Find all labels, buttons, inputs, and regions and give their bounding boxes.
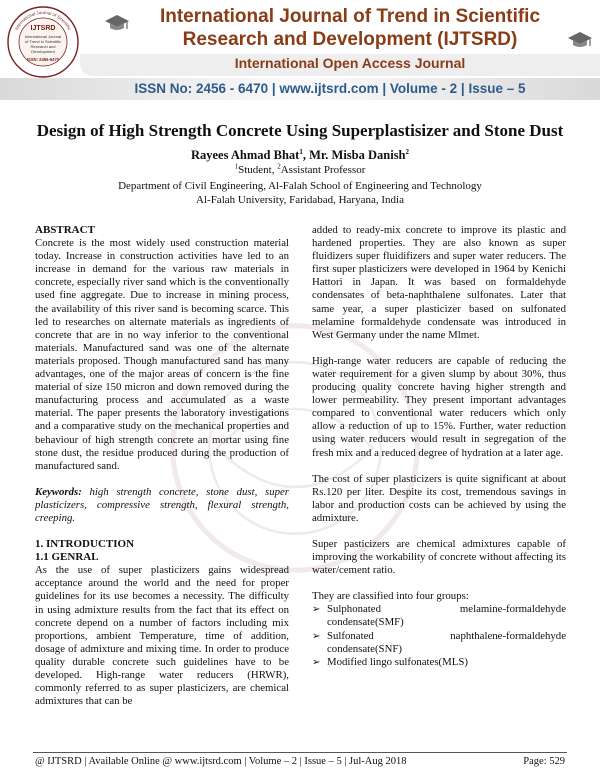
abstract-heading: ABSTRACT (35, 224, 95, 236)
graduation-cap-icon (104, 13, 130, 33)
journal-title-line1: International Journal of Trend in Scientific (159, 6, 541, 27)
body-paragraph: High-range water reducers are capable of reducing the water requirement for a given slump by about 30%, thus producing quality concrete having higher strength and lower permeability. They present important advantages compared to conventional water reducers which only allow a reduction of up to 15%. Further, water reduction using water reducers would result in segregation of the fresh mix and a reduced degree of hydration at a later age. (312, 354, 566, 459)
introduction-paragraph: As the use of super plasticizers gains widespread acceptance around the world and the need for proper guidelines for its use becomes a necessity. The difficulty in using admixture results from the fact that its effect on concrete depend on a number of factors including mix proportions, ambient Temperature, time of addition, dosage of admixture and mixing time. In order to produce quality durable concrete such guidelines have to be developed. High-range water reducers (HRWR), commonly referred to as super plasticizers, are chemical admixtures that can be (35, 564, 289, 708)
body-paragraph: Super pasticizers are chemical admixtures capable of improving the workability of concrete without affecting its water/cement ratio. (312, 537, 566, 577)
right-column (312, 224, 566, 669)
classification-list (312, 603, 566, 668)
list-item (312, 603, 566, 629)
list-item-text: Sulfonated (327, 629, 374, 642)
role-superscript: 1 (234, 162, 239, 171)
body-paragraph: added to ready-mix concrete to improve its plastic and hardened properties. They are also known as super fluidizers super fluidifizers and super water reducers. The first super plasticizers were developed in 1964 by Kenichi Hattori in Japan. It was based on formaldehyde condensates of beta-naphthalene sulfonates. Later that same year, a super plasticizer based on sulfonated melamine formaldehyde condensate was introduced in West Germany under the name Mlmet. (312, 224, 566, 341)
section-heading-introduction: 1. INTRODUCTION (35, 538, 135, 551)
paper-title: Design of High Strength Concrete Using Superplastisizer and Stone Dust (36, 121, 564, 140)
author-name: Rayees Ahmad Bhat (190, 148, 300, 162)
list-item-text: melamine-formaldehyde (459, 603, 566, 616)
list-item-text: Sulphonated (327, 603, 381, 616)
keywords-label: Keywords: (35, 485, 82, 498)
journal-title-line2: Research and Development (IJTSRD) (182, 29, 518, 50)
list-item-text: condensate(SNF) (327, 642, 402, 655)
footer-citation: @ IJTSRD | Available Online @ www.ijtsrd.com | Volume – 2 | Issue – 5 | Jul-Aug 2018 (35, 756, 407, 767)
keywords-paragraph (35, 486, 289, 525)
role-superscript: 2 (277, 162, 281, 171)
logo-arc-text: International Journal of Scientific (13, 9, 73, 31)
author-roles (0, 164, 600, 176)
logo-line: International Journal (24, 34, 62, 39)
subsection-heading-general: 1.1 GENRAL (35, 551, 99, 564)
logo-line: Development (31, 49, 55, 54)
affiliation-university: Al-Falah University, Faridabad, Haryana, India (196, 194, 404, 206)
list-item-text: condensate(SMF) (327, 616, 404, 629)
list-item (312, 656, 566, 669)
author-separator: , (302, 148, 310, 162)
abstract-paragraph: Concrete is the most widely used construction material today. Increase in construction activities have led to an increase in demand for the various raw materials in concrete, especially river sand which is the conventionally used fine aggregate. Due to increase in mining process, the availability of this river sand is becoming scarce. This led to researches on alternate materials as ingredients of concrete that are in no way inferior to the conventional materials. Manufactured sand was one of the alternate materials proposed. Though manufactured sand has many advantages, one of the major areas of concern is the fine material of size 150 micron and down removed during the manufacturing process and accumulated as a waste material. The paper presents the laboratory investigations and a comparative study on the mechanical properties and behaviour of high strength concrete an mortar using fine stone dust, the residue produced during the production of manufactured sand. (35, 237, 289, 472)
author-list (0, 148, 600, 163)
page-footer (35, 756, 565, 767)
list-item (312, 630, 566, 656)
list-item-text: Modified lingo sulfonates(MLS) (327, 655, 468, 668)
issn-line: ISSN No: 2456 - 6470 | www.ijtsrd.com | Volume - 2 | Issue – 5 (134, 81, 526, 96)
role-label: Student, (238, 164, 278, 176)
body-paragraph: The cost of super plasticizers is quite significant at about Rs.120 per liter. Despite its cost, tremendous savings in labor and production costs can be achieved by using the admixture. (312, 472, 566, 524)
arrow-bullet-icon: ➢ (312, 630, 321, 642)
author-superscript: 1 (299, 147, 303, 156)
keywords-text: high strength concrete, stone dust, super plasticizers, compressive strength, flexural strength, creeping. (35, 485, 289, 524)
logo-line: Research and (30, 44, 56, 49)
logo-issn: ISSN: 2456-6470 (26, 57, 60, 62)
logo-line: of Trend in Scientific (24, 39, 62, 44)
arrow-bullet-icon: ➢ (312, 604, 321, 616)
journal-logo (6, 4, 80, 80)
author-name: Mr. Misba Danish (309, 148, 406, 162)
role-label: Assistant Professor (280, 164, 366, 176)
body-paragraph: They are classified into four groups: (312, 590, 469, 603)
graduation-cap-icon (567, 30, 593, 50)
arrow-bullet-icon: ➢ (312, 656, 321, 668)
list-item-text: naphthalene-formaldehyde (450, 629, 566, 642)
affiliation-department: Department of Civil Engineering, Al-Falah School of Engineering and Technology (118, 180, 482, 192)
author-superscript: 2 (405, 147, 410, 156)
page-number: Page: 529 (523, 756, 565, 767)
footer-divider (33, 752, 567, 753)
left-column (35, 224, 289, 708)
logo-abbr: IJTSRD (30, 25, 56, 32)
open-access-label: International Open Access Journal (234, 55, 466, 71)
